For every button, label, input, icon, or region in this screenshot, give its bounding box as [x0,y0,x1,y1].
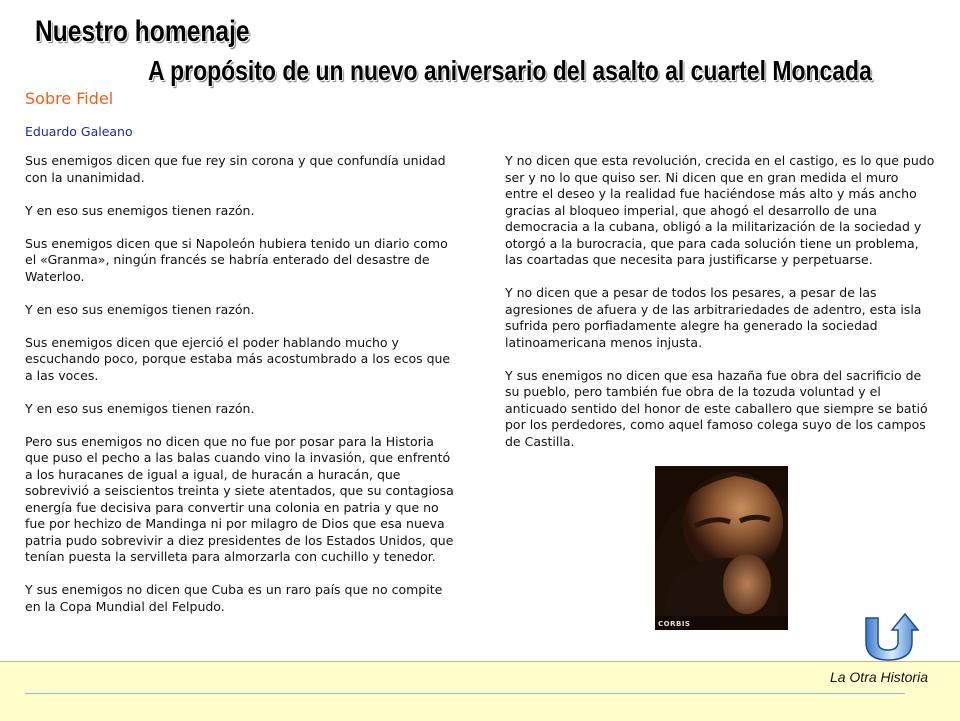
portrait-photo [655,466,788,630]
portrait-image [655,466,788,630]
footer-bar [0,661,960,721]
article-left-column [25,153,457,632]
article-title: Sobre Fidel [25,89,114,108]
paragraph: Y en eso sus enemigos tienen razón. [25,400,255,416]
page-title: Nuestro homenaje [35,15,250,48]
paragraph: Y sus enemigos no dicen que esa hazaña fue obra del sacrificio de su pueblo, pero también fue obra de la tozuda voluntad y el anticuado sentido del honor de este caballero que siempre se batió por los perdedores, como aquel famoso colega suyo de los campos de Castilla. [505,367,928,449]
return-button[interactable] [860,612,926,662]
paragraph: Y sus enemigos no dicen que Cuba es un raro país que no compite en la Copa Mundial del Felpudo. [25,582,443,614]
article-author: Eduardo Galeano [25,124,133,139]
footer-label: La Otra Historia [829,669,928,685]
paragraph: Pero sus enemigos no dicen que no fue por posar para la Historia que puso el pecho a las balas cuando vino la invasión, que enfrentó a los huracanes de igual a igual, de huracán a huracán, que sobrevivió a seiscientos treinta y siete atentados, que su contagiosa energía fue decisiva para convertir una colonia en patria y que no fue por hechizo de Mandinga ni por milagro de Dios que esa nueva patria pudo sobrevivir a diez presidentes de los Estados Unidos, que tenían puesta la servilleta para almorzarla con cuchillo y tenedor. [25,433,454,564]
paragraph: Sus enemigos dicen que ejerció el poder hablando mucho y escuchando poco, porque estaba más acostumbrado a los ecos que a las voces. [25,334,451,383]
u-turn-arrow-icon [860,612,926,662]
footer-divider [25,693,905,694]
paragraph: Y en eso sus enemigos tienen razón. [25,202,255,218]
article-right-column [505,153,935,467]
page-subtitle: A propósito de un nuevo aniversario del asalto al cuartel Moncada [148,55,872,86]
paragraph: Y en eso sus enemigos tienen razón. [25,301,255,317]
paragraph: Y no dicen que a pesar de todos los pesares, a pesar de las agresiones de afuera y de las arbitrariedades de adentro, esta isla sufrida pero porfiadamente alegre ha generado la sociedad latinoamericana menos injusta. [505,285,922,350]
paragraph: Y no dicen que esta revolución, crecida en el castigo, es lo que pudo ser y no lo que quiso ser. Ni dicen que en gran medida el muro entre el deseo y la realidad fue haciéndose más alto y más ancho gracias al bloqueo imperial, que ahogó el desarrollo de una democracia a la cubana, obligó a la militarización de la sociedad y otorgó a la burocracia, que para cada solución tiene un problema, las coartadas que necesita para justificarse y perpetuarse. [505,153,935,267]
paragraph: Sus enemigos dicen que si Napoleón hubiera tenido un diario como el «Granma», ningún francés se habría enterado del desastre de Waterloo. [25,235,448,284]
photo-credit: CORBIS [658,620,691,628]
paragraph: Sus enemigos dicen que fue rey sin corona y que confundía unidad con la unanimidad. [25,153,446,185]
